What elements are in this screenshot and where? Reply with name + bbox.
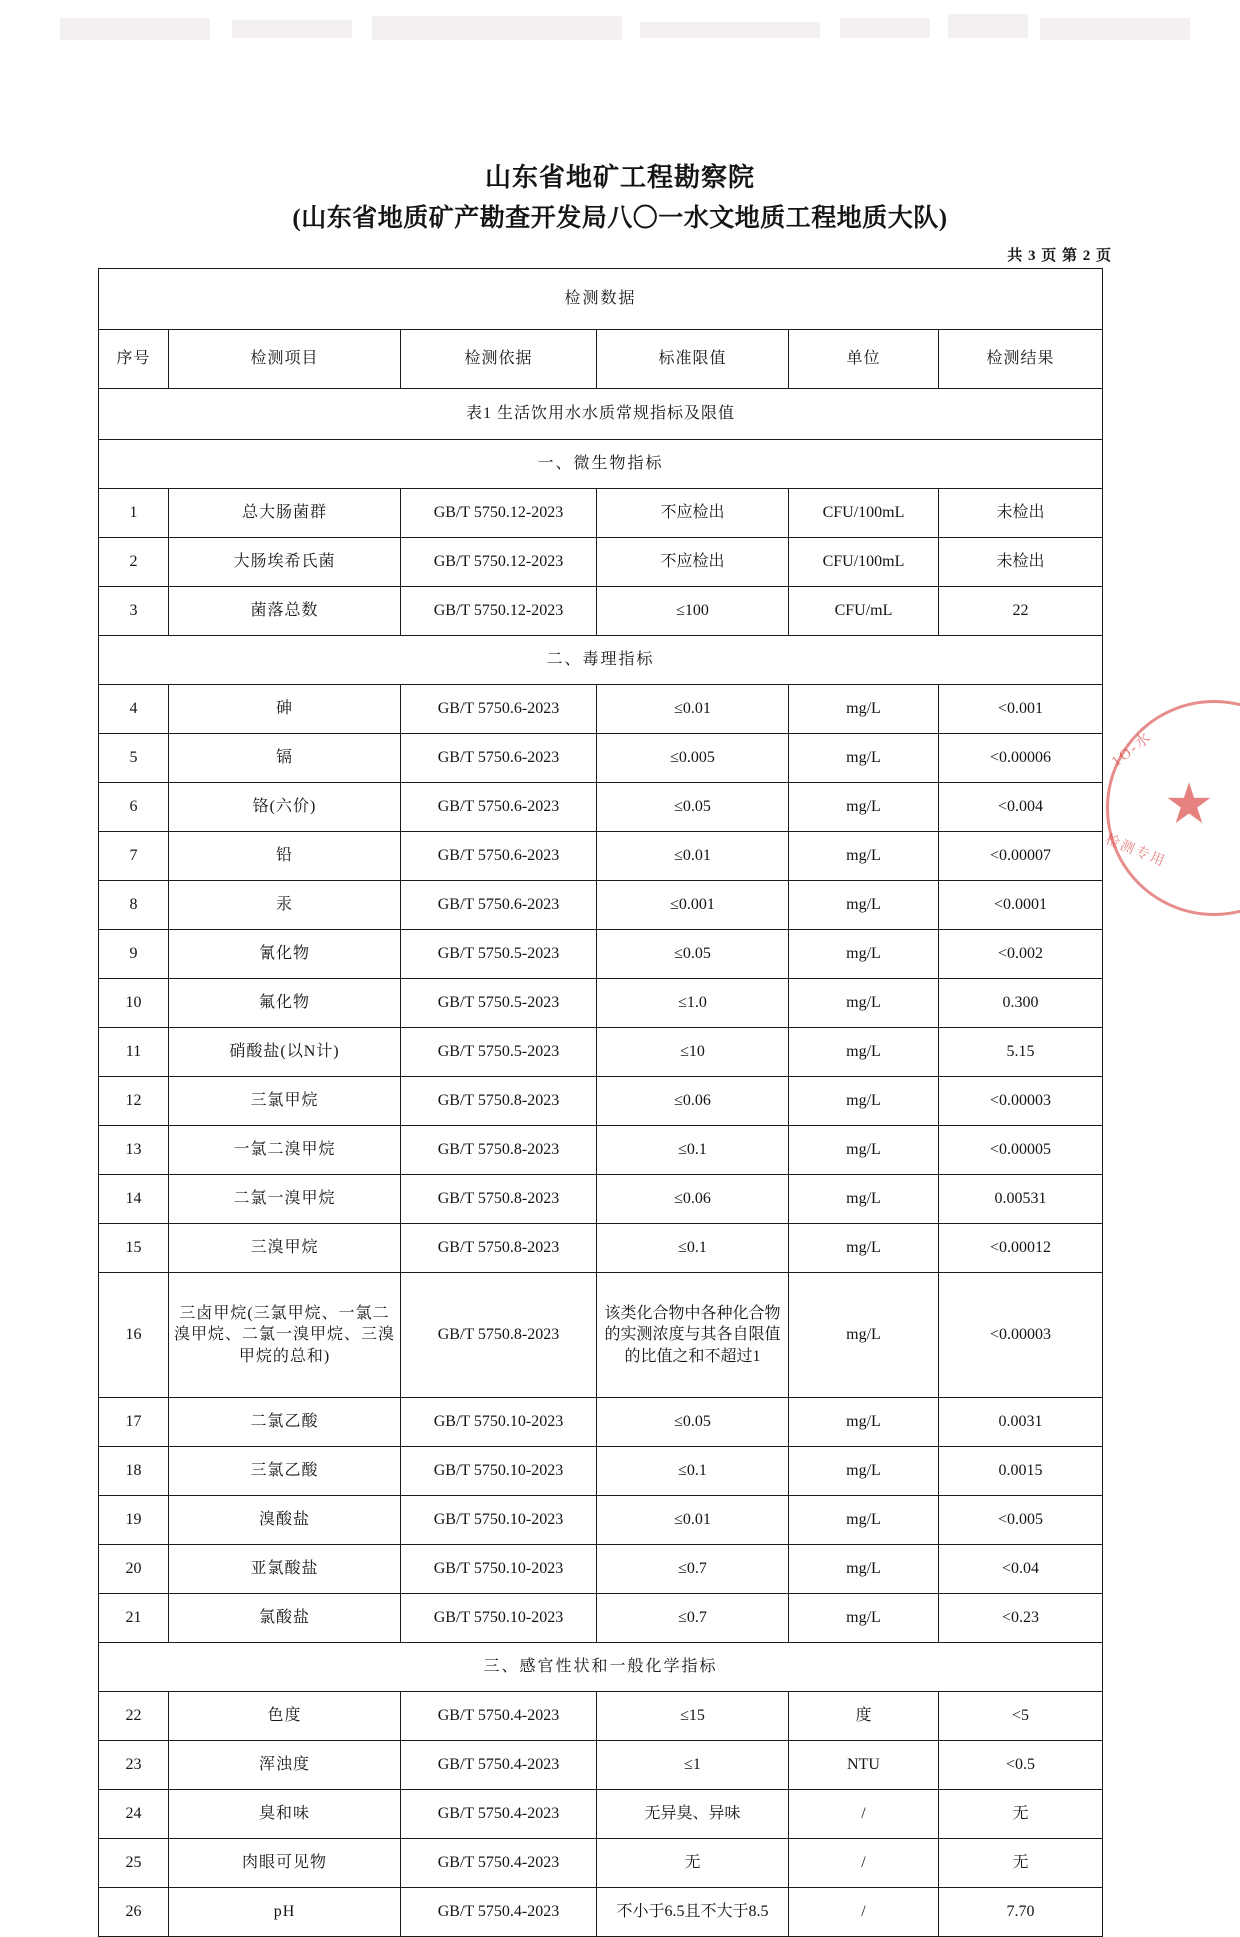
cell-limit: ≤0.005 (597, 734, 789, 783)
cell-basis: GB/T 5750.6-2023 (401, 734, 597, 783)
cell-limit: ≤100 (597, 587, 789, 636)
cell-limit: ≤0.7 (597, 1545, 789, 1594)
inspection-data-table (98, 268, 1103, 1937)
cell-result: <0.00007 (939, 832, 1103, 881)
table-row (99, 1496, 1103, 1545)
seal-text-bottom: 检测专用 (1102, 832, 1168, 871)
cell-result: <0.00005 (939, 1126, 1103, 1175)
cell-unit: CFU/mL (789, 587, 939, 636)
cell-basis: GB/T 5750.12-2023 (401, 538, 597, 587)
table-row (99, 832, 1103, 881)
cell-unit: CFU/100mL (789, 489, 939, 538)
cell-item: 氟化物 (169, 979, 401, 1028)
cell-no: 3 (99, 587, 169, 636)
table-row (99, 1839, 1103, 1888)
cell-limit: ≤0.001 (597, 881, 789, 930)
official-seal-stamp (1096, 690, 1240, 920)
seal-star-icon: ★ (1166, 779, 1212, 830)
table-row (99, 979, 1103, 1028)
table-section-row (99, 389, 1103, 440)
cell-no: 5 (99, 734, 169, 783)
cell-unit: mg/L (789, 1447, 939, 1496)
cell-limit: ≤0.01 (597, 1496, 789, 1545)
section-title: 表1 生活饮用水水质常规指标及限值 (99, 389, 1103, 440)
cell-result: <0.004 (939, 783, 1103, 832)
cell-result: <0.5 (939, 1741, 1103, 1790)
cell-result: 0.300 (939, 979, 1103, 1028)
cell-limit: ≤10 (597, 1028, 789, 1077)
cell-no: 7 (99, 832, 169, 881)
cell-unit: mg/L (789, 1175, 939, 1224)
cell-result: <0.0001 (939, 881, 1103, 930)
cell-basis: GB/T 5750.10-2023 (401, 1447, 597, 1496)
cell-no: 25 (99, 1839, 169, 1888)
cell-basis: GB/T 5750.4-2023 (401, 1692, 597, 1741)
scan-artifacts (0, 0, 1240, 62)
table-group-row (99, 1643, 1103, 1692)
cell-item: 二氯乙酸 (169, 1398, 401, 1447)
cell-result: <5 (939, 1692, 1103, 1741)
table-title-row (99, 269, 1103, 330)
cell-limit: ≤1.0 (597, 979, 789, 1028)
cell-no: 12 (99, 1077, 169, 1126)
cell-unit: mg/L (789, 685, 939, 734)
seal-ring (1106, 700, 1240, 916)
column-header-no: 序号 (99, 330, 169, 389)
cell-basis: GB/T 5750.8-2023 (401, 1126, 597, 1175)
cell-result: <0.04 (939, 1545, 1103, 1594)
cell-basis: GB/T 5750.5-2023 (401, 979, 597, 1028)
group-label: 一、微生物指标 (99, 440, 1103, 489)
cell-basis: GB/T 5750.6-2023 (401, 832, 597, 881)
column-header-result: 检测结果 (939, 330, 1103, 389)
table-row (99, 1888, 1103, 1937)
cell-basis: GB/T 5750.8-2023 (401, 1077, 597, 1126)
cell-no: 1 (99, 489, 169, 538)
cell-limit: 不应检出 (597, 538, 789, 587)
cell-no: 4 (99, 685, 169, 734)
table-row (99, 1273, 1103, 1398)
table-row (99, 734, 1103, 783)
report-table-container (98, 268, 1102, 1937)
cell-result: 7.70 (939, 1888, 1103, 1937)
cell-item: 一氯二溴甲烷 (169, 1126, 401, 1175)
cell-no: 10 (99, 979, 169, 1028)
cell-no: 2 (99, 538, 169, 587)
cell-basis: GB/T 5750.10-2023 (401, 1496, 597, 1545)
cell-item: 亚氯酸盐 (169, 1545, 401, 1594)
cell-basis: GB/T 5750.4-2023 (401, 1741, 597, 1790)
cell-item: 三溴甲烷 (169, 1224, 401, 1273)
cell-basis: GB/T 5750.10-2023 (401, 1545, 597, 1594)
cell-result: 22 (939, 587, 1103, 636)
cell-unit: mg/L (789, 783, 939, 832)
document-header (0, 162, 1240, 235)
cell-unit: 度 (789, 1692, 939, 1741)
cell-result: <0.00012 (939, 1224, 1103, 1273)
cell-no: 23 (99, 1741, 169, 1790)
cell-no: 11 (99, 1028, 169, 1077)
table-header-row (99, 330, 1103, 389)
cell-item: 镉 (169, 734, 401, 783)
cell-result: <0.00006 (939, 734, 1103, 783)
cell-basis: GB/T 5750.8-2023 (401, 1224, 597, 1273)
cell-limit: 无异臭、异味 (597, 1790, 789, 1839)
cell-item: 三氯甲烷 (169, 1077, 401, 1126)
group-label: 三、感官性状和一般化学指标 (99, 1643, 1103, 1692)
cell-basis: GB/T 5750.10-2023 (401, 1398, 597, 1447)
table-row (99, 1175, 1103, 1224)
cell-unit: CFU/100mL (789, 538, 939, 587)
table-row (99, 1077, 1103, 1126)
cell-result: <0.005 (939, 1496, 1103, 1545)
cell-item: 汞 (169, 881, 401, 930)
cell-no: 19 (99, 1496, 169, 1545)
cell-result: 未检出 (939, 489, 1103, 538)
cell-result: 无 (939, 1839, 1103, 1888)
cell-no: 15 (99, 1224, 169, 1273)
cell-item: 肉眼可见物 (169, 1839, 401, 1888)
table-row (99, 1224, 1103, 1273)
table-row (99, 881, 1103, 930)
cell-result: 0.00531 (939, 1175, 1103, 1224)
cell-item: 大肠埃希氏菌 (169, 538, 401, 587)
cell-unit: mg/L (789, 734, 939, 783)
cell-no: 9 (99, 930, 169, 979)
cell-unit: mg/L (789, 1224, 939, 1273)
table-row (99, 489, 1103, 538)
cell-unit: NTU (789, 1741, 939, 1790)
cell-unit: / (789, 1839, 939, 1888)
table-row (99, 1741, 1103, 1790)
table-title: 检测数据 (99, 269, 1103, 330)
cell-basis: GB/T 5750.6-2023 (401, 685, 597, 734)
cell-item: 氰化物 (169, 930, 401, 979)
cell-no: 22 (99, 1692, 169, 1741)
cell-basis: GB/T 5750.4-2023 (401, 1888, 597, 1937)
cell-unit: mg/L (789, 1028, 939, 1077)
cell-item: 三氯乙酸 (169, 1447, 401, 1496)
column-header-unit: 单位 (789, 330, 939, 389)
cell-item: 硝酸盐(以N计) (169, 1028, 401, 1077)
table-row (99, 1790, 1103, 1839)
cell-limit: 不小于6.5且不大于8.5 (597, 1888, 789, 1937)
cell-result: <0.00003 (939, 1077, 1103, 1126)
cell-result: 5.15 (939, 1028, 1103, 1077)
cell-basis: GB/T 5750.4-2023 (401, 1839, 597, 1888)
table-row (99, 930, 1103, 979)
cell-item: 菌落总数 (169, 587, 401, 636)
cell-basis: GB/T 5750.6-2023 (401, 783, 597, 832)
cell-limit: ≤0.01 (597, 832, 789, 881)
cell-limit: ≤0.05 (597, 783, 789, 832)
cell-unit: mg/L (789, 979, 939, 1028)
cell-result: <0.001 (939, 685, 1103, 734)
column-header-limit: 标准限值 (597, 330, 789, 389)
cell-basis: GB/T 5750.12-2023 (401, 489, 597, 538)
cell-result: 未检出 (939, 538, 1103, 587)
table-row (99, 685, 1103, 734)
cell-basis: GB/T 5750.5-2023 (401, 930, 597, 979)
cell-item: 色度 (169, 1692, 401, 1741)
cell-no: 6 (99, 783, 169, 832)
cell-unit: mg/L (789, 1594, 939, 1643)
cell-unit: mg/L (789, 1545, 939, 1594)
cell-unit: mg/L (789, 1496, 939, 1545)
cell-no: 16 (99, 1273, 169, 1398)
table-row (99, 783, 1103, 832)
table-row (99, 538, 1103, 587)
cell-item: 铬(六价) (169, 783, 401, 832)
cell-unit: mg/L (789, 930, 939, 979)
cell-unit: / (789, 1888, 939, 1937)
table-row (99, 1447, 1103, 1496)
cell-limit: ≤0.06 (597, 1175, 789, 1224)
cell-limit: ≤0.1 (597, 1447, 789, 1496)
cell-item: 砷 (169, 685, 401, 734)
cell-no: 26 (99, 1888, 169, 1937)
table-row (99, 1545, 1103, 1594)
cell-item: 总大肠菌群 (169, 489, 401, 538)
table-group-row (99, 440, 1103, 489)
cell-basis: GB/T 5750.8-2023 (401, 1273, 597, 1398)
cell-unit: mg/L (789, 881, 939, 930)
cell-no: 8 (99, 881, 169, 930)
cell-limit: ≤1 (597, 1741, 789, 1790)
cell-unit: / (789, 1790, 939, 1839)
cell-no: 17 (99, 1398, 169, 1447)
cell-result: 0.0015 (939, 1447, 1103, 1496)
cell-limit: ≤0.06 (597, 1077, 789, 1126)
cell-item: 臭和味 (169, 1790, 401, 1839)
table-row (99, 1692, 1103, 1741)
column-header-basis: 检测依据 (401, 330, 597, 389)
cell-basis: GB/T 5750.10-2023 (401, 1594, 597, 1643)
cell-result: 无 (939, 1790, 1103, 1839)
cell-item: 三卤甲烷(三氯甲烷、一氯二溴甲烷、二氯一溴甲烷、三溴甲烷的总和) (169, 1273, 401, 1398)
page-counter: 共 3 页 第 2 页 (1007, 248, 1112, 264)
cell-unit: mg/L (789, 1077, 939, 1126)
cell-item: pH (169, 1888, 401, 1937)
cell-item: 溴酸盐 (169, 1496, 401, 1545)
cell-no: 13 (99, 1126, 169, 1175)
cell-basis: GB/T 5750.8-2023 (401, 1175, 597, 1224)
table-row (99, 1028, 1103, 1077)
cell-result: 0.0031 (939, 1398, 1103, 1447)
cell-item: 铅 (169, 832, 401, 881)
cell-unit: mg/L (789, 832, 939, 881)
table-row (99, 1398, 1103, 1447)
cell-no: 24 (99, 1790, 169, 1839)
cell-limit: 该类化合物中各种化合物的实测浓度与其各自限值的比值之和不超过1 (597, 1273, 789, 1398)
cell-unit: mg/L (789, 1273, 939, 1398)
cell-limit: ≤0.1 (597, 1224, 789, 1273)
table-group-row (99, 636, 1103, 685)
table-body (99, 440, 1103, 1937)
table-row (99, 587, 1103, 636)
table-row (99, 1126, 1103, 1175)
cell-limit: 无 (597, 1839, 789, 1888)
cell-item: 浑浊度 (169, 1741, 401, 1790)
cell-limit: ≤0.7 (597, 1594, 789, 1643)
cell-basis: GB/T 5750.5-2023 (401, 1028, 597, 1077)
column-header-item: 检测项目 (169, 330, 401, 389)
cell-unit: mg/L (789, 1126, 939, 1175)
cell-limit: ≤0.05 (597, 1398, 789, 1447)
cell-basis: GB/T 5750.6-2023 (401, 881, 597, 930)
cell-no: 14 (99, 1175, 169, 1224)
group-label: 二、毒理指标 (99, 636, 1103, 685)
cell-limit: ≤0.05 (597, 930, 789, 979)
cell-limit: 不应检出 (597, 489, 789, 538)
cell-limit: ≤0.01 (597, 685, 789, 734)
cell-limit: ≤0.1 (597, 1126, 789, 1175)
cell-result: <0.23 (939, 1594, 1103, 1643)
cell-no: 21 (99, 1594, 169, 1643)
cell-limit: ≤15 (597, 1692, 789, 1741)
organization-name-primary: 山东省地矿工程勘察院 (484, 163, 755, 192)
cell-result: <0.002 (939, 930, 1103, 979)
cell-result: <0.00003 (939, 1273, 1103, 1398)
cell-no: 18 (99, 1447, 169, 1496)
seal-text-top: 1O-水 (1108, 729, 1156, 771)
cell-basis: GB/T 5750.12-2023 (401, 587, 597, 636)
cell-item: 二氯一溴甲烷 (169, 1175, 401, 1224)
cell-item: 氯酸盐 (169, 1594, 401, 1643)
cell-unit: mg/L (789, 1398, 939, 1447)
organization-name-secondary: (山东省地质矿产勘查开发局八〇一水文地质工程地质大队) (292, 204, 948, 232)
table-row (99, 1594, 1103, 1643)
cell-basis: GB/T 5750.4-2023 (401, 1790, 597, 1839)
cell-no: 20 (99, 1545, 169, 1594)
